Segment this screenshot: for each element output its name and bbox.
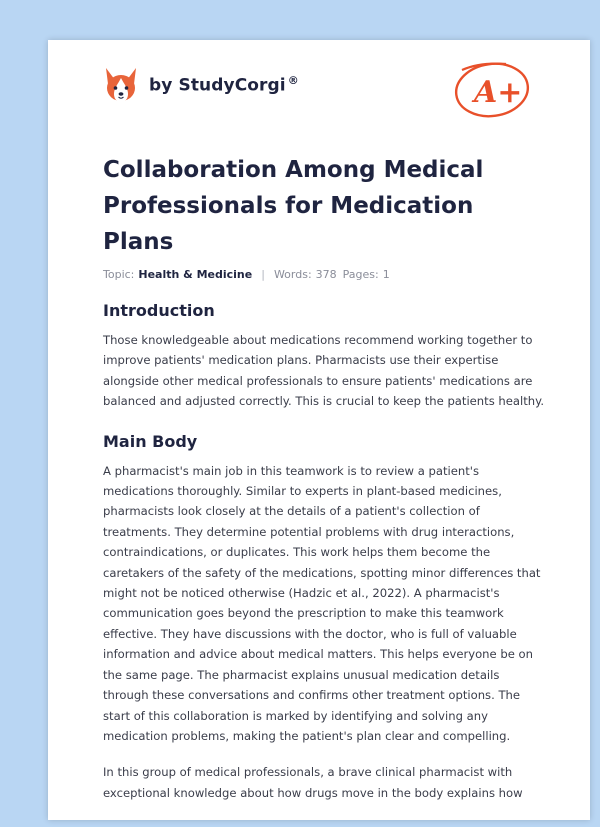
brand-name: by StudyCorgi ® xyxy=(149,74,299,96)
a-plus-grade-icon xyxy=(450,56,542,120)
topic-link[interactable]: Health & Medicine xyxy=(138,268,253,281)
document-title: Collaboration Among Medical Professionals for Medication Plans xyxy=(103,157,484,255)
introduction-paragraph: Those knowledgeable about medications recommend working together to improve patients' medication plans. Pharmacists use their expertise alongside other medical professionals to ensure patients' medications are balanced and adjusted correctly. This is crucial to keep the patients healthy. xyxy=(103,333,545,409)
registered-mark: ® xyxy=(287,74,299,88)
main-body-paragraph-2: In this group of medical professionals, a brave clinical pharmacist with exceptional knowledge about how drugs move in the body explains how xyxy=(103,765,523,800)
section-heading-introduction: Introduction xyxy=(103,301,215,320)
main-body-paragraph-1: A pharmacist's main job in this teamwork is to review a patient's medications thoroughly. Similar to experts in plant-based medicines, pharmacists look closely at the details of a patient's collection of treatments. They determine potential problems with drug interactions, contraindications, or duplicates. This work helps them become the caretakers of the safety of the medications, spotting minor differences that might not be noticed otherwise (Hadzic et al., 2022). A pharmacist's communication goes beyond the prescription to make this teamwork effective. They have discussions with the doctor, who is full of valuable information and advice about medical matters. This helps everyone be on the same page. The pharmacist explains unusual medication details through these conversations and confirms other treatment options. The start of this collaboration is marked by identifying and solving any medication problems, making the patient's plan clear and compelling. xyxy=(103,463,541,743)
meta-separator: | xyxy=(261,268,265,281)
words-value: 378 xyxy=(315,268,337,281)
grade-text: A+ xyxy=(474,75,523,110)
document-content xyxy=(103,152,546,803)
section-heading-main-body: Main Body xyxy=(103,431,198,451)
pages-value: 1 xyxy=(382,268,390,281)
pages-label: Pages: xyxy=(342,268,379,281)
document-page xyxy=(48,40,590,820)
topic-label: Topic: xyxy=(103,268,135,281)
studycorgi-logo[interactable] xyxy=(103,66,299,104)
words-label: Words: xyxy=(273,268,312,281)
document-meta xyxy=(103,268,546,281)
corgi-logo-icon xyxy=(103,66,139,104)
header xyxy=(103,66,550,126)
